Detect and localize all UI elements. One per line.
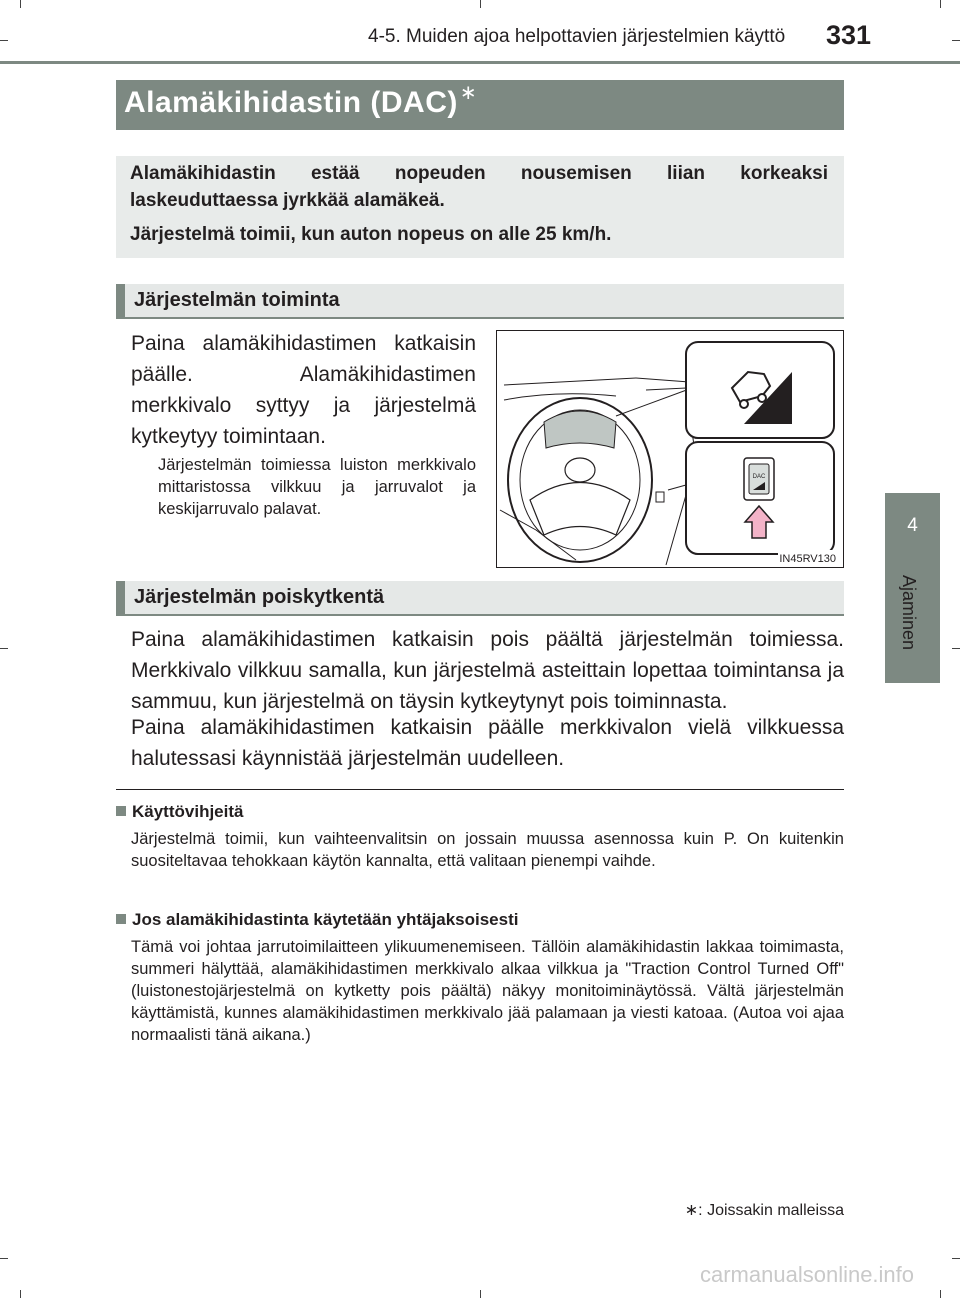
section-heading-bar	[116, 581, 125, 616]
hint-heading-usage	[116, 802, 243, 822]
crop-mark	[952, 648, 960, 649]
crop-mark	[480, 0, 481, 8]
hint-body-continuous: Tämä voi johtaa jarrutoimilaitteen ylikuumenemiseen. Tällöin alamäkihidastin lakkaa toimimasta, summeri hälyttää, alamäkihidastimen merkkivalo alkaa vilkkua ja "Traction Control Turned Off" (luistonestojärjestelmä on kytketty pois päältä) näkyy monitoiminäytössä. Vältä järjestelmän käyttämistä, kunnes alamäkihidastimen merkkivalo jää palamaan ja viesti katoaa. (Autoa voi ajaa normaalisti tänä aikana.)	[131, 938, 844, 1044]
crop-mark	[480, 1290, 481, 1298]
illustration-code: IN45RV130	[779, 553, 836, 565]
operation-note: Järjestelmän toimiessa luiston merkkivalo mittaristossa vilkkuu ja jarruvalot ja keskijarruvalo palavat.	[158, 456, 476, 518]
section-heading-operation	[116, 284, 844, 319]
section-heading-text: Järjestelmän poiskytkentä	[134, 586, 385, 608]
running-header: 4-5. Muiden ajoa helpottavien järjestelmien käyttö	[368, 26, 786, 47]
crop-mark	[952, 1258, 960, 1259]
footnote-mark: ∗	[684, 1202, 699, 1219]
crop-mark	[0, 648, 8, 649]
footnote-text: : Joissakin malleissa	[698, 1202, 844, 1219]
crop-mark	[0, 1258, 8, 1259]
hint-heading-text: Käyttövihjeitä	[132, 802, 244, 821]
off-paragraph-2: Paina alamäkihidastimen katkaisin päälle merkkivalon vielä vilkkuessa halutessasi käynnistää järjestelmän uudelleen.	[131, 716, 844, 770]
hint-heading-continuous	[116, 910, 518, 930]
operation-body: Paina alamäkihidastimen katkaisin päälle. Alamäkihidastimen merkkivalo syttyy ja järjestelmä kytkeytyy toimintaan.	[131, 332, 476, 448]
intro-line-2: Järjestelmä toimii, kun auton nopeus on alle 25 km/h.	[130, 224, 612, 245]
dac-switch-illustration	[496, 330, 844, 568]
intro-line-1: Alamäkihidastin estää nopeuden nousemisen liian korkeaksi laskeuduttaessa jyrkkää alamäkeä.	[130, 163, 828, 211]
header-rule	[0, 61, 960, 64]
page-title-text: Alamäkihidastin (DAC)	[124, 86, 458, 119]
crop-mark	[952, 40, 960, 41]
section-heading-text: Järjestelmän toiminta	[134, 289, 340, 311]
watermark: carmanualsonline.info	[700, 1262, 915, 1287]
divider-rule	[116, 789, 844, 790]
footnote	[632, 1200, 844, 1220]
off-paragraph-1: Paina alamäkihidastimen katkaisin pois päältä järjestelmän toimiessa. Merkkivalo vilkkuu samalla, kun järjestelmä asteittain lopettaa toimintansa ja sammuu, kun järjestelmä on täysin kytkeytynyt pois toiminnasta.	[131, 628, 844, 713]
square-bullet-icon	[116, 806, 126, 816]
crop-mark	[20, 0, 21, 8]
crop-mark	[0, 40, 8, 41]
hint-body-usage: Järjestelmä toimii, kun vaihteenvalitsin on jossain muussa asennossa kuin P. On kuitenkin suositeltavaa tehokkaan käytön kannalta, että valitaan pienempi vaihde.	[131, 830, 844, 870]
crop-mark	[940, 0, 941, 8]
page-number: 331	[826, 20, 872, 50]
square-bullet-icon	[116, 914, 126, 924]
title-asterisk: ∗	[459, 82, 478, 104]
section-heading-bar	[116, 284, 125, 319]
crop-mark	[940, 1290, 941, 1298]
dac-button-label: DAC	[752, 474, 766, 480]
page-title	[124, 82, 478, 120]
chapter-name: Ajaminen	[899, 575, 919, 651]
chapter-number: 4	[907, 515, 918, 536]
crop-mark	[20, 1290, 21, 1298]
section-heading-off	[116, 581, 844, 616]
hint-heading-text: Jos alamäkihidastinta käytetään yhtäjaksoisesti	[132, 910, 519, 929]
